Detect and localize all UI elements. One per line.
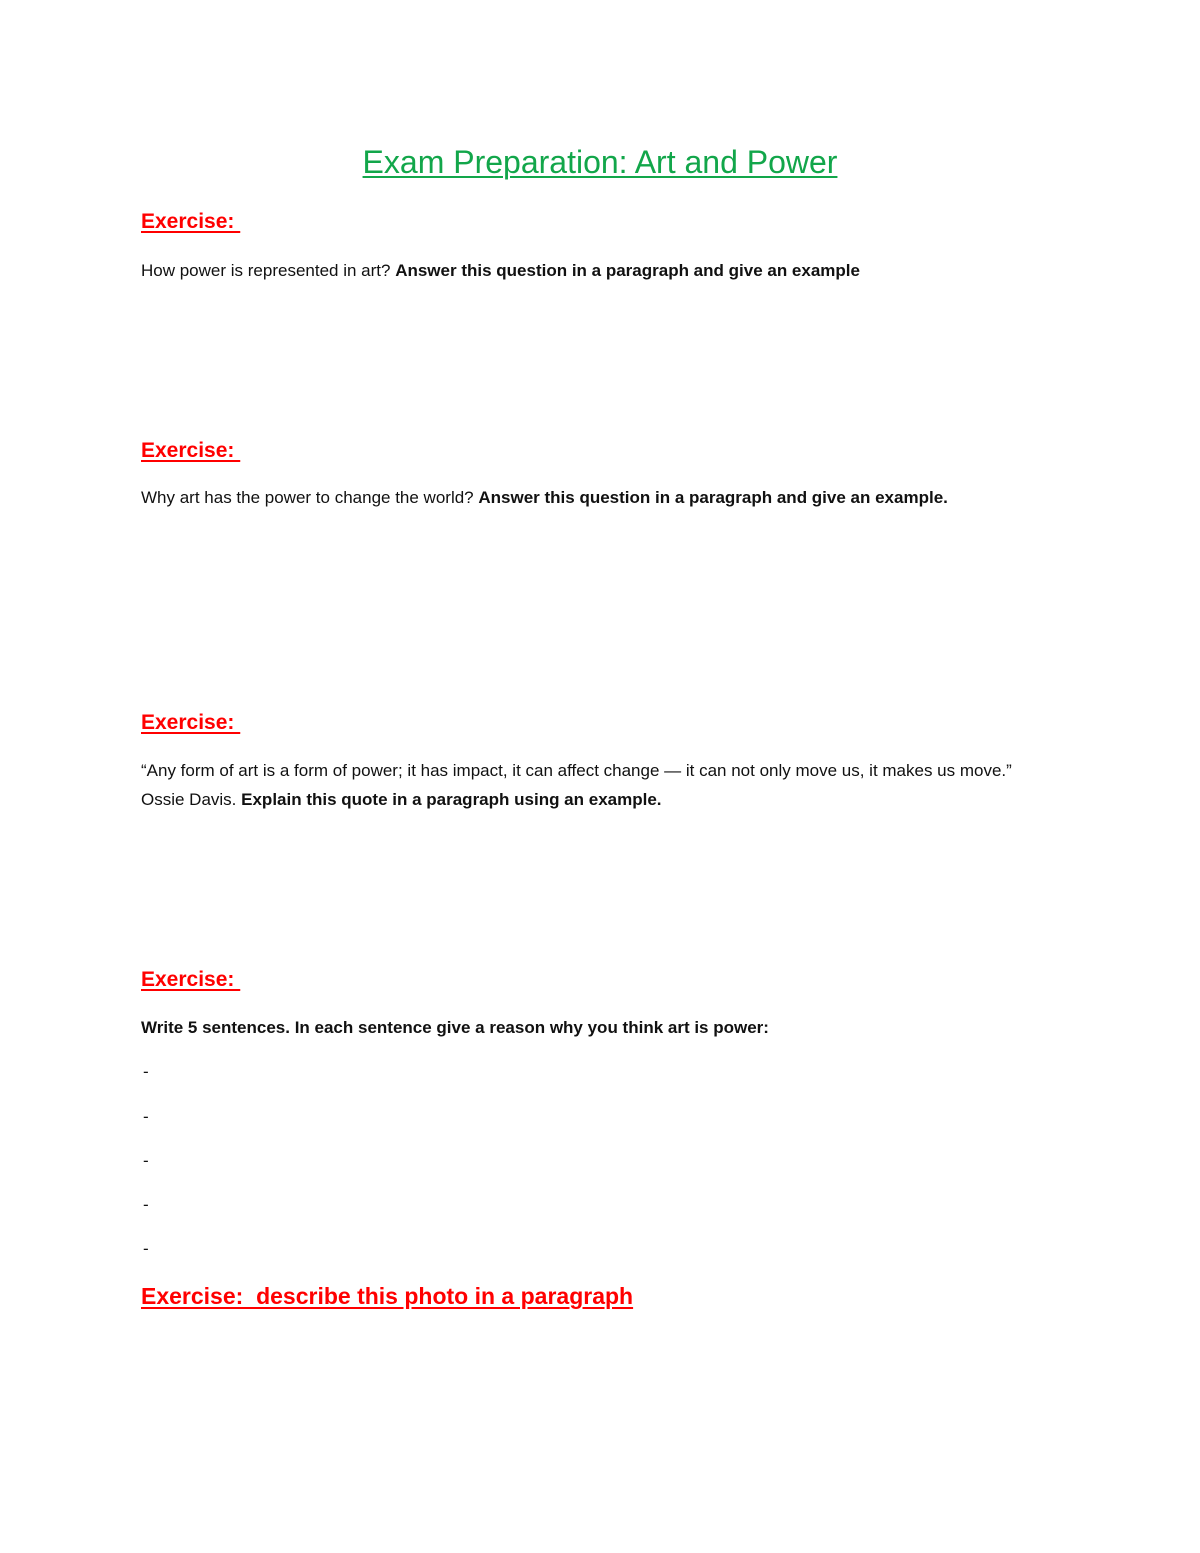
exercise-2-prompt-plain: Why art has the power to change the world? [141,488,479,507]
exercise-3-prompt-bold: Explain this quote in a paragraph using an example. [241,790,662,809]
exercise-3-heading: Exercise: [141,711,241,734]
exercise-3-prompt [141,756,1021,814]
exercise-4-heading: Exercise: [141,968,241,991]
exercise-2-prompt-bold: Answer this question in a paragraph and give an example. [478,488,948,507]
exercise-4-prompt-bold: Write 5 sentences. In each sentence give a reason why you think art is power: [141,1018,769,1037]
exercise-1-prompt [141,256,1041,285]
answer-bullet-5: - [143,1239,149,1258]
exercise-1-prompt-plain: How power is represented in art? [141,261,396,280]
answer-bullet-1: - [143,1062,149,1081]
exercise-3-prompt-plain: “Any form of art is a form of power; it has impact, it can affect change — it can not only move us, it makes us move.” Ossie Davis. [141,761,1012,809]
exercise-2-prompt [141,483,1041,512]
answer-bullet-2: - [143,1107,149,1126]
exercise-5-heading: Exercise: describe this photo in a paragraph [141,1283,634,1309]
exercise-4-prompt [141,1013,1041,1042]
exercise-1-prompt-bold: Answer this question in a paragraph and give an example [395,261,860,280]
answer-bullet-3: - [143,1151,149,1170]
exercise-2-heading: Exercise: [141,439,241,462]
answer-bullet-4: - [143,1195,149,1214]
exercise-1-heading: Exercise: [141,210,241,233]
page-title: Exam Preparation: Art and Power [362,144,838,180]
